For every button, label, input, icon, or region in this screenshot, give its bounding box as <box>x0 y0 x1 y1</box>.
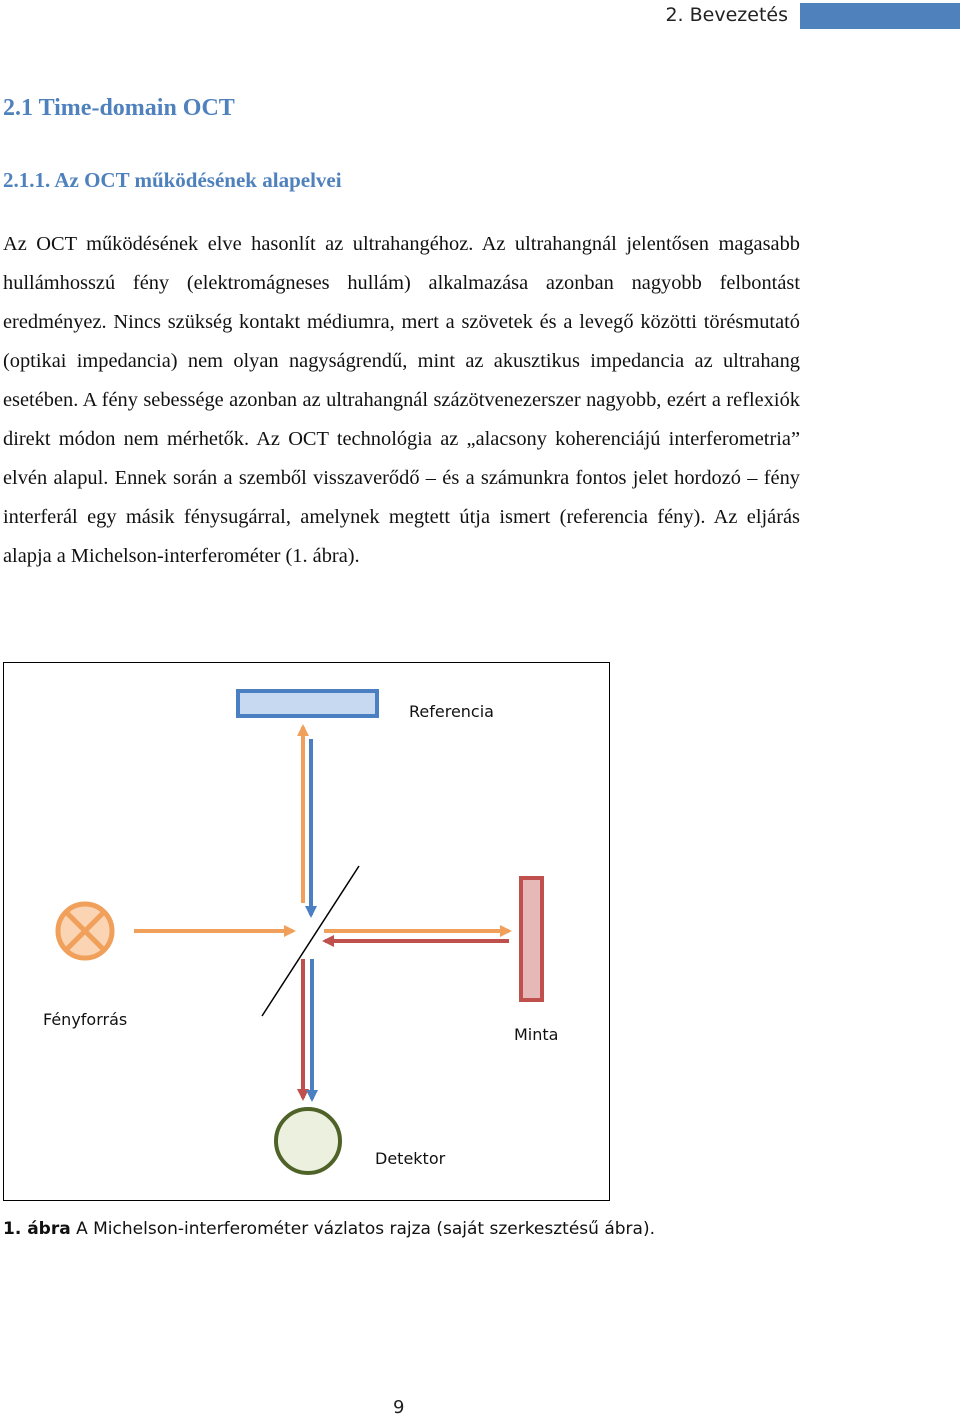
detector-circle <box>276 1109 340 1173</box>
section-heading: 2.1 Time-domain OCT <box>3 95 235 121</box>
michelson-diagram <box>4 663 611 1202</box>
michelson-figure <box>3 662 610 1201</box>
header-accent-bar <box>800 3 960 29</box>
figure-caption <box>3 1219 655 1239</box>
page-number: 9 <box>393 1397 405 1418</box>
sample-block <box>521 878 542 1000</box>
label-light-source: Fényforrás <box>43 1010 128 1029</box>
reference-mirror <box>238 691 377 716</box>
caption-text: A Michelson-interferométer vázlatos rajza (saját szerkesztésű ábra). <box>70 1219 655 1239</box>
lamp-cross-icon <box>58 904 112 958</box>
label-sample: Minta <box>514 1025 559 1044</box>
label-reference: Referencia <box>409 702 494 721</box>
label-detector: Detektor <box>375 1149 446 1168</box>
caption-label: 1. ábra <box>3 1219 71 1239</box>
running-header: 2. Bevezetés <box>665 4 788 26</box>
body-paragraph: Az OCT működésének elve hasonlít az ultrahangéhoz. Az ultrahangnál jelentősen magasabb hullámhosszú fény (elektromágneses hullám) alkalmazása azonban nagyobb felbontást eredményez. Nincs szükség kontakt médiumra, mert a szövetek és a levegő közötti törésmutató (optikai impedancia) nem olyan nagyságrendű, mint az akusztikus impedancia az ultrahang esetében. A fény sebessége azonban az ultrahangnál százötvenezerszer nagyobb, ezért a reflexiók direkt módon nem mérhetők. Az OCT technológia az „alacsony koherenciájú interferometria” elvén alapul. Ennek során a szemből visszaverődő – és a számunkra fontos jelet hordozó – fény interferál egy másik fénysugárral, amelynek megtett útja ismert (referencia fény). Az eljárás alapja a Michelson-interferométer (1. ábra). <box>3 233 800 567</box>
subsection-heading: 2.1.1. Az OCT működésének alapelvei <box>3 168 342 192</box>
